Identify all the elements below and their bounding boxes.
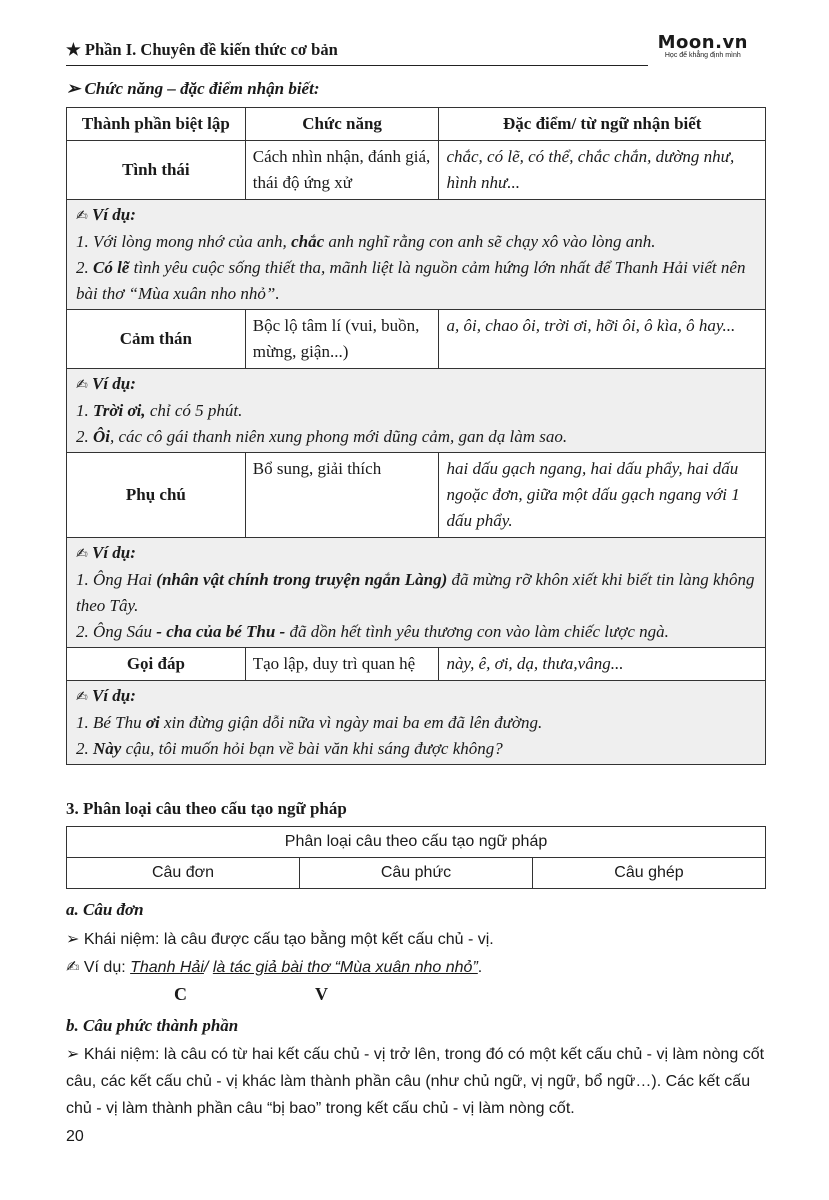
subsection-a-concept: ➢ Khái niệm: là câu được cấu tạo bằng một kết cấu chủ - vị. bbox=[66, 931, 494, 948]
pen-icon: ✍ bbox=[76, 546, 88, 562]
classification-table bbox=[66, 826, 766, 889]
row-keywords: a, ôi, chao ôi, trời ơi, hỡi ôi, ô kìa, ô hay... bbox=[439, 310, 766, 369]
example-row bbox=[67, 538, 766, 648]
subsection-a-title: a. Câu đơn bbox=[66, 900, 144, 919]
header-title-text: Phần I. Chuyên đề kiến thức cơ bản bbox=[84, 40, 338, 59]
example-cell bbox=[67, 681, 766, 765]
type-compound: Câu ghép bbox=[533, 858, 766, 889]
pen-icon: ✍ bbox=[76, 377, 88, 393]
type-simple: Câu đơn bbox=[67, 858, 300, 889]
subsection-a-example: ✍ Ví dụ: Thanh Hải/ là tác giả bài thơ “Mùa xuân nho nhỏ”. bbox=[66, 959, 483, 976]
row-function: Bộc lộ tâm lí (vui, buồn, mừng, giận...) bbox=[245, 310, 439, 369]
table-row bbox=[67, 310, 766, 369]
predicate-text: là tác giả bài thơ “Mùa xuân nho nhỏ” bbox=[212, 959, 478, 976]
row-name: Tình thái bbox=[67, 141, 246, 200]
header-title bbox=[66, 40, 338, 60]
example-line: 1. Trời ơi, chỉ có 5 phút. bbox=[76, 401, 243, 420]
header-component: Thành phần biệt lập bbox=[67, 108, 246, 141]
subsection-b-concept: ➢ Khái niệm: là câu có từ hai kết cấu chủ - vị trở lên, trong đó có một kết cấu chủ - vị làm nòng cốt câu, các kết cấu chủ - vị khác làm thành phần câu (như chủ ngữ, vị ngữ, bổ ngữ…). Các kết cấu chủ - vị làm thành phần câu “bị bao” trong kết cấu chủ - vị làm nòng cốt. bbox=[66, 1046, 765, 1117]
row-keywords: hai dấu gạch ngang, hai dấu phẩy, hai dấu ngoặc đơn, giữa một dấu gạch ngang với 1 dấu phẩy. bbox=[439, 453, 766, 538]
example-line: 1. Với lòng mong nhớ của anh, chắc anh nghĩ rằng con anh sẽ chạy xô vào lòng anh. bbox=[76, 232, 656, 251]
row-name: Phụ chú bbox=[67, 453, 246, 538]
moon-logo bbox=[658, 32, 748, 59]
type-complex: Câu phức bbox=[300, 858, 533, 889]
example-cell bbox=[67, 538, 766, 648]
example-heading: ✍ Ví dụ: bbox=[76, 686, 136, 705]
subject-marker: C bbox=[174, 984, 187, 1004]
section-3-title: 3. Phân loại câu theo cấu tạo ngữ pháp bbox=[66, 799, 347, 818]
example-line: 2. Ông Sáu - cha của bé Thu - đã dồn hết tình yêu thương con vào làm chiếc lược ngà. bbox=[76, 622, 669, 641]
example-row bbox=[67, 681, 766, 765]
header-keywords: Đặc điểm/ từ ngữ nhận biết bbox=[439, 108, 766, 141]
example-row bbox=[67, 200, 766, 310]
pen-icon: ✍ bbox=[76, 208, 88, 224]
example-prefix: ✍ Ví dụ: bbox=[66, 959, 131, 976]
pen-icon: ✍ bbox=[76, 689, 88, 705]
example-cell bbox=[67, 200, 766, 310]
example-heading: ✍ Ví dụ: bbox=[76, 205, 136, 224]
example-line: 1. Bé Thu ơi xin đừng giận dỗi nữa vì ngày mai ba em đã lên đường. bbox=[76, 713, 543, 732]
table-row bbox=[67, 141, 766, 200]
example-heading: ✍ Ví dụ: bbox=[76, 543, 136, 562]
features-table bbox=[66, 107, 766, 765]
subject-text: Thanh Hải bbox=[130, 959, 204, 976]
example-heading: ✍ Ví dụ: bbox=[76, 374, 136, 393]
row-function: Tạo lập, duy trì quan hệ bbox=[245, 648, 439, 681]
example-line: 2. Có lẽ tình yêu cuộc sống thiết tha, mãnh liệt là nguồn cảm hứng lớn nhất để Thanh Hải viết nên bài thơ “Mùa xuân nho nhỏ”. bbox=[76, 258, 746, 303]
page-number: 20 bbox=[66, 1128, 84, 1145]
row-function: Bổ sung, giải thích bbox=[245, 453, 439, 538]
row-name: Gọi đáp bbox=[67, 648, 246, 681]
example-line: 2. Ôi, các cô gái thanh niên xung phong mới dũng cảm, gan dạ làm sao. bbox=[76, 427, 568, 446]
header-rule bbox=[66, 65, 648, 66]
logo-brand: Moon.vn bbox=[657, 32, 748, 53]
logo-tagline: Học để khẳng định mình bbox=[664, 52, 741, 59]
example-cell bbox=[67, 369, 766, 453]
table-row bbox=[67, 453, 766, 538]
table-header-row bbox=[67, 108, 766, 141]
subsection-b-title: b. Câu phức thành phần bbox=[66, 1016, 239, 1035]
section-title: ➢ Chức năng – đặc điểm nhận biết: bbox=[66, 79, 320, 98]
header-function: Chức năng bbox=[245, 108, 439, 141]
classification-header: Phân loại câu theo cấu tạo ngữ pháp bbox=[67, 827, 766, 858]
page-header bbox=[66, 28, 766, 70]
row-keywords: chắc, có lẽ, có thể, chắc chắn, dường như, hình như... bbox=[439, 141, 766, 200]
example-row bbox=[67, 369, 766, 453]
row-keywords: này, ê, ơi, dạ, thưa,vâng... bbox=[439, 648, 766, 681]
predicate-marker: V bbox=[315, 984, 328, 1004]
table-row bbox=[67, 648, 766, 681]
example-line: 2. Này cậu, tôi muốn hỏi bạn về bài văn khi sáng được không? bbox=[76, 739, 503, 758]
star-icon: ★ bbox=[66, 40, 81, 59]
example-line: 1. Ông Hai (nhân vật chính trong truyện ngắn Làng) đã mừng rỡ khôn xiết khi biết tin làng không theo Tây. bbox=[76, 570, 755, 615]
row-function: Cách nhìn nhận, đánh giá, thái độ ứng xử bbox=[245, 141, 439, 200]
row-name: Cảm thán bbox=[67, 310, 246, 369]
